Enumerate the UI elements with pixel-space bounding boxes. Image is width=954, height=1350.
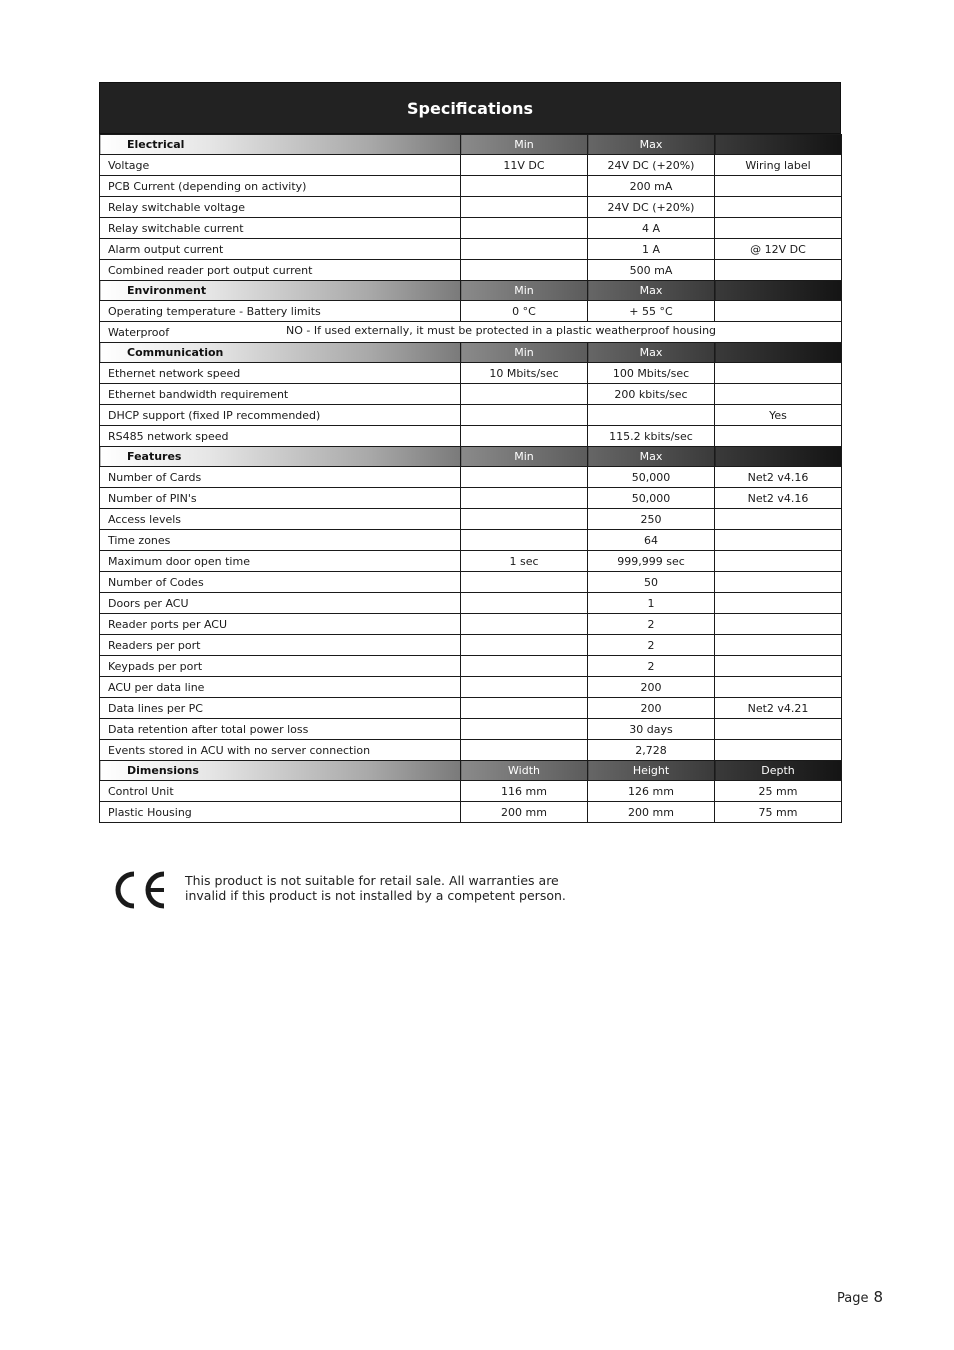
section-label: Communication [100, 343, 461, 363]
spec-value: 25 mm [715, 781, 842, 802]
spec-name: Reader ports per ACU [100, 614, 461, 635]
column-header: Min [461, 447, 588, 467]
spec-value [715, 509, 842, 530]
column-header: Depth [715, 761, 842, 781]
spec-row [100, 467, 842, 488]
spec-value [461, 384, 588, 405]
spec-value: 1 sec [461, 551, 588, 572]
spec-value [461, 698, 588, 719]
spec-row [100, 322, 842, 343]
spec-value: 2,728 [588, 740, 715, 761]
spec-value [715, 197, 842, 218]
spec-value [461, 426, 588, 447]
spec-value: 11V DC [461, 155, 588, 176]
spec-value [588, 405, 715, 426]
section-header-dimensions [100, 761, 842, 781]
spec-value: 200 [588, 677, 715, 698]
spec-value [715, 677, 842, 698]
spec-name: Access levels [100, 509, 461, 530]
spec-value: 200 mA [588, 176, 715, 197]
spec-name: Relay switchable current [100, 218, 461, 239]
spec-name [100, 322, 717, 343]
spec-row [100, 635, 842, 656]
spec-value: 115.2 kbits/sec [588, 426, 715, 447]
section-label: Electrical [100, 135, 461, 155]
spec-value: 50 [588, 572, 715, 593]
spec-value [715, 301, 842, 322]
spec-row [100, 781, 842, 802]
column-header: Min [461, 343, 588, 363]
spec-value [461, 656, 588, 677]
spec-value: Net2 v4.16 [715, 488, 842, 509]
spec-value [715, 614, 842, 635]
spec-value: 200 kbits/sec [588, 384, 715, 405]
spec-row [100, 572, 842, 593]
spec-value: 2 [588, 614, 715, 635]
section-label: Features [100, 447, 461, 467]
spec-value: 4 A [588, 218, 715, 239]
spec-name: DHCP support (fixed IP recommended) [100, 405, 461, 426]
spec-name: PCB Current (depending on activity) [100, 176, 461, 197]
column-header: Max [588, 135, 715, 155]
spec-value: 116 mm [461, 781, 588, 802]
spec-name: Ethernet network speed [100, 363, 461, 384]
spec-grid [99, 134, 842, 823]
spec-value [715, 260, 842, 281]
spec-value: 50,000 [588, 488, 715, 509]
spec-name: Ethernet bandwidth requirement [100, 384, 461, 405]
spec-value: 10 Mbits/sec [461, 363, 588, 384]
spec-value: 200 mm [461, 802, 588, 823]
spec-value [461, 719, 588, 740]
spec-value [461, 572, 588, 593]
spec-name: Keypads per port [100, 656, 461, 677]
spec-value: 200 [588, 698, 715, 719]
page-number [837, 1288, 883, 1306]
spec-row [100, 802, 842, 823]
section-header-electrical [100, 135, 842, 155]
spec-name: ACU per data line [100, 677, 461, 698]
spec-name: Combined reader port output current [100, 260, 461, 281]
spec-name-text: Waterproof [108, 325, 170, 339]
spec-row [100, 197, 842, 218]
column-header: Max [588, 447, 715, 467]
section-header-environment [100, 281, 842, 301]
ce-mark-icon [114, 870, 170, 910]
note-line-2: invalid if this product is not installed by a competent person. [185, 888, 566, 903]
specifications-table [99, 82, 841, 823]
spec-value [461, 176, 588, 197]
spec-value [715, 551, 842, 572]
spec-value: 500 mA [588, 260, 715, 281]
spec-value: Net2 v4.21 [715, 698, 842, 719]
spec-name: Relay switchable voltage [100, 197, 461, 218]
spec-value [715, 426, 842, 447]
spec-name: Operating temperature - Battery limits [100, 301, 461, 322]
spec-value: 0 °C [461, 301, 588, 322]
spec-row [100, 301, 842, 322]
column-header: Min [461, 135, 588, 155]
page-label: Page [837, 1291, 869, 1306]
spec-row [100, 260, 842, 281]
spec-name: Number of Codes [100, 572, 461, 593]
spec-name: Events stored in ACU with no server connection [100, 740, 461, 761]
section-label: Environment [100, 281, 461, 301]
spec-value [461, 260, 588, 281]
spec-value [715, 176, 842, 197]
spec-value [715, 363, 842, 384]
spec-name: Maximum door open time [100, 551, 461, 572]
spec-name: Number of PIN's [100, 488, 461, 509]
spec-row [100, 740, 842, 761]
spec-value: Yes [715, 405, 842, 426]
spec-value [715, 593, 842, 614]
spec-row [100, 239, 842, 260]
spec-value [461, 635, 588, 656]
spec-name: Alarm output current [100, 239, 461, 260]
retail-warning-note [185, 873, 605, 903]
spec-value: 100 Mbits/sec [588, 363, 715, 384]
spec-row [100, 218, 842, 239]
column-header: Width [461, 761, 588, 781]
spec-value: 64 [588, 530, 715, 551]
spec-value [461, 239, 588, 260]
spec-name: Doors per ACU [100, 593, 461, 614]
spec-row [100, 614, 842, 635]
spec-value: 250 [588, 509, 715, 530]
spec-name: Plastic Housing [100, 802, 461, 823]
waterproof-note: NO - If used externally, it must be protected in a plastic weatherproof housing [286, 324, 717, 337]
spec-row [100, 509, 842, 530]
spec-value: 126 mm [588, 781, 715, 802]
spec-value [461, 614, 588, 635]
column-header [715, 447, 842, 467]
spec-name: RS485 network speed [100, 426, 461, 447]
spec-value [715, 530, 842, 551]
spec-row [100, 677, 842, 698]
column-header: Min [461, 281, 588, 301]
spec-name: Control Unit [100, 781, 461, 802]
spec-value: 75 mm [715, 802, 842, 823]
spec-row [100, 698, 842, 719]
spec-value [715, 218, 842, 239]
spec-row [100, 176, 842, 197]
column-header [715, 135, 842, 155]
spec-row [100, 155, 842, 176]
spec-value [715, 740, 842, 761]
column-header: Max [588, 281, 715, 301]
spec-row [100, 363, 842, 384]
spec-value [461, 593, 588, 614]
spec-value: @ 12V DC [715, 239, 842, 260]
spec-value [461, 677, 588, 698]
spec-value [461, 488, 588, 509]
section-label: Dimensions [100, 761, 461, 781]
spec-value: Wiring label [715, 155, 842, 176]
spec-value [715, 635, 842, 656]
spec-value: 24V DC (+20%) [588, 155, 715, 176]
spec-value [715, 719, 842, 740]
spec-name: Number of Cards [100, 467, 461, 488]
spec-row [100, 656, 842, 677]
spec-value: 1 A [588, 239, 715, 260]
section-header-communication [100, 343, 842, 363]
spec-row [100, 719, 842, 740]
column-header [715, 281, 842, 301]
note-line-1: This product is not suitable for retail sale. All warranties are [185, 873, 559, 888]
column-header: Height [588, 761, 715, 781]
spec-value [461, 509, 588, 530]
spec-row [100, 426, 842, 447]
spec-value: 24V DC (+20%) [588, 197, 715, 218]
column-header [715, 343, 842, 363]
spec-value: Net2 v4.16 [715, 467, 842, 488]
spec-value [461, 218, 588, 239]
spec-value: + 55 °C [588, 301, 715, 322]
spec-row [100, 405, 842, 426]
spec-row [100, 384, 842, 405]
spec-name: Readers per port [100, 635, 461, 656]
spec-name: Data retention after total power loss [100, 719, 461, 740]
spec-value: 999,999 sec [588, 551, 715, 572]
spec-row [100, 530, 842, 551]
spec-name: Time zones [100, 530, 461, 551]
spec-row [100, 593, 842, 614]
spec-row [100, 488, 842, 509]
spec-value: 2 [588, 635, 715, 656]
section-header-features [100, 447, 842, 467]
spec-value [715, 656, 842, 677]
spec-name: Data lines per PC [100, 698, 461, 719]
page-number-value: 8 [873, 1288, 884, 1306]
spec-value: 200 mm [588, 802, 715, 823]
spec-name: Voltage [100, 155, 461, 176]
spec-value [461, 530, 588, 551]
spec-value [715, 384, 842, 405]
spec-value: 30 days [588, 719, 715, 740]
spec-value: 50,000 [588, 467, 715, 488]
spec-value [461, 197, 588, 218]
spec-value: 1 [588, 593, 715, 614]
specifications-title: Specifications [99, 82, 841, 134]
spec-row [100, 551, 842, 572]
spec-value [715, 572, 842, 593]
spec-value [461, 740, 588, 761]
spec-value [461, 467, 588, 488]
spec-value: 2 [588, 656, 715, 677]
column-header: Max [588, 343, 715, 363]
spec-value [461, 405, 588, 426]
